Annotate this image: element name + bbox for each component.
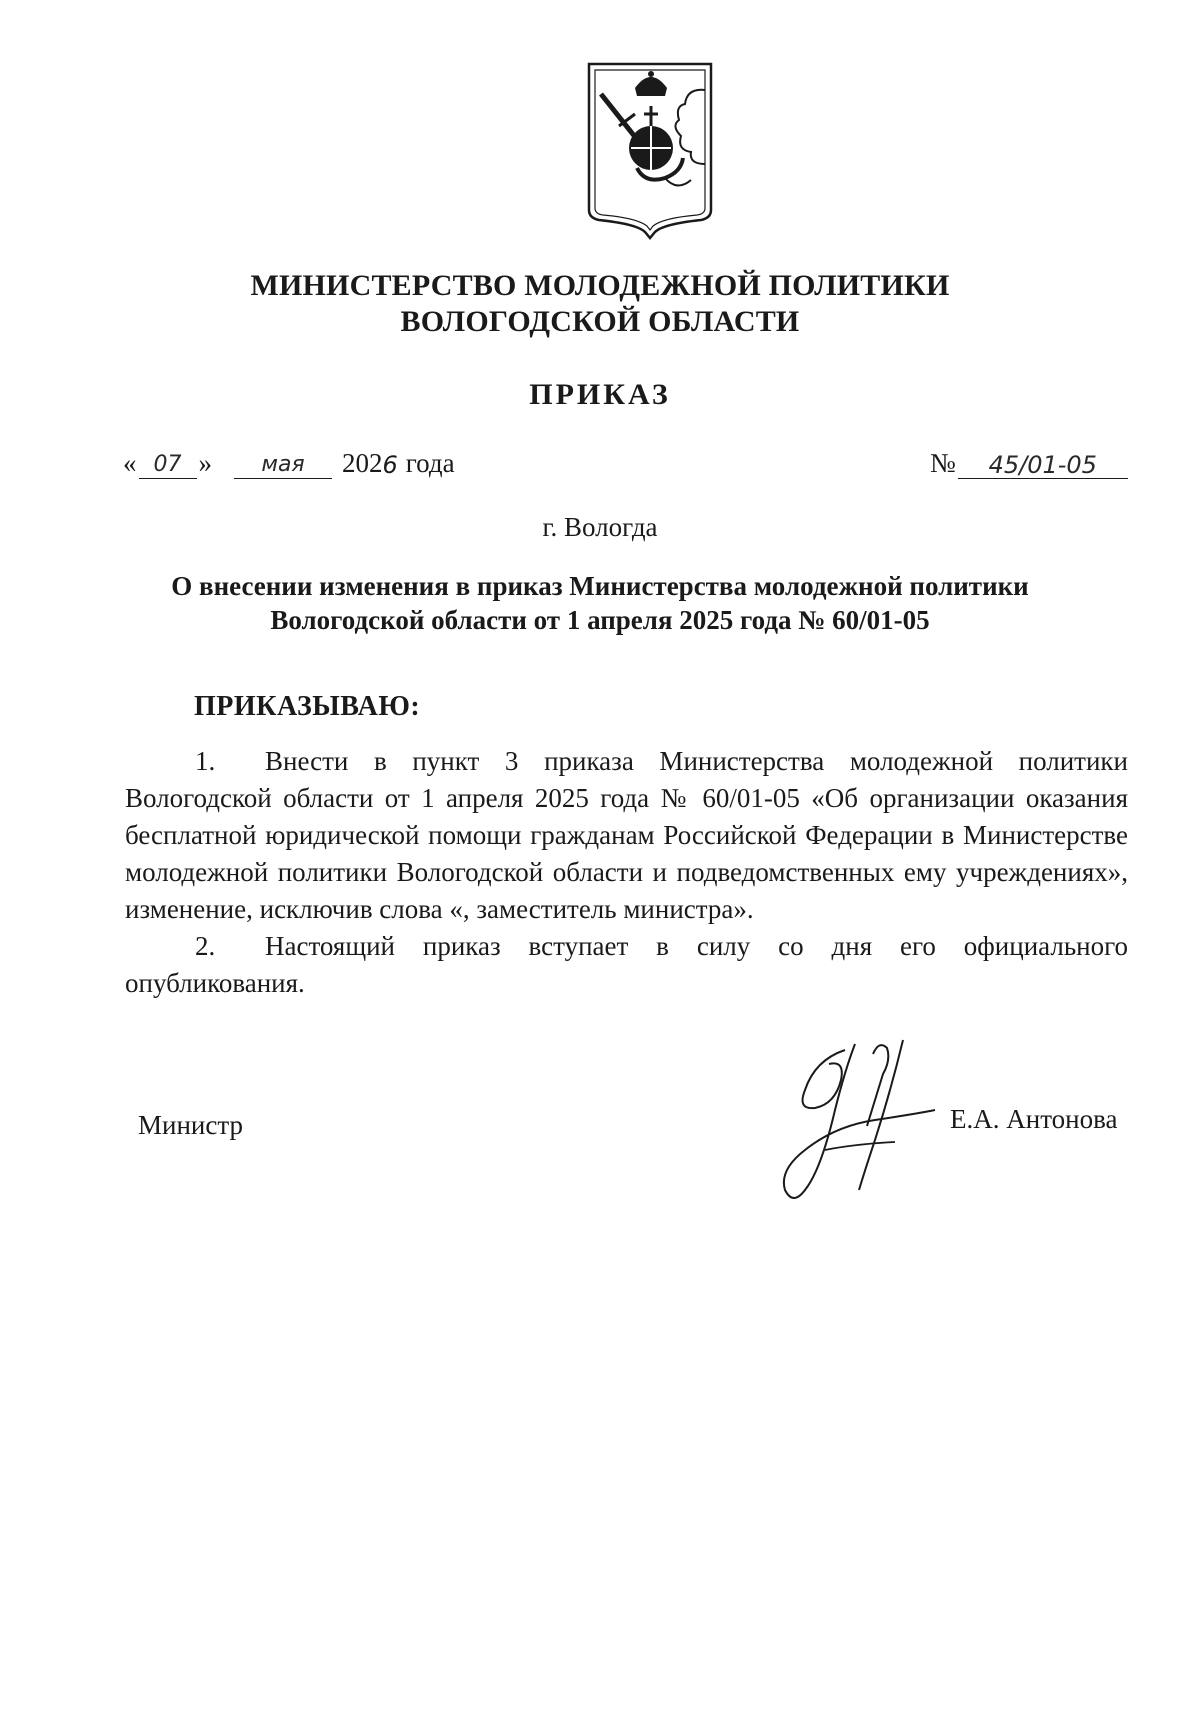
date-year-suffix: 6 <box>382 451 398 479</box>
order-item <box>125 928 1128 1002</box>
city: г. Вологда <box>542 512 658 542</box>
date-year-prefix: 202 <box>342 448 383 478</box>
date-day: 07 <box>139 452 197 479</box>
date-open-quote: « <box>123 448 137 478</box>
subject-line2: Вологодской области от 1 апреля 2025 года № 60/01-05 <box>270 605 930 635</box>
date-close-quote: » <box>198 448 212 478</box>
order-item-number: 2. <box>195 931 216 961</box>
order-item-text: Внести в пункт 3 приказа Министерства молодежной политики Вологодской области от 1 апреля 2025 года № 60/01-05 «Об организации оказания бесплатной юридической помощи гражданам Российской Федерации в Министерстве молодежной политики Вологодской области и подведомственных ему учреждениях», изменение, исключив слова «, заместитель министра». <box>125 746 1128 924</box>
document-type: ПРИКАЗ <box>529 378 671 411</box>
subject-line1: О внесении изменения в приказ Министерства молодежной политики <box>171 571 1029 601</box>
coat-of-arms-icon <box>585 60 715 240</box>
handwritten-signature-icon <box>775 1030 975 1230</box>
order-item-number: 1. <box>195 746 216 776</box>
order-date <box>123 448 455 479</box>
order-body <box>125 743 1128 1002</box>
order-item <box>125 743 1128 928</box>
ministry-name-line1: МИНИСТЕРСТВО МОЛОДЕЖНОЙ ПОЛИТИКИ <box>250 269 950 302</box>
signer-name: Е.А. Антонова <box>950 1104 1118 1134</box>
order-item-text: Настоящий приказ вступает в силу со дня его официального опубликования. <box>125 931 1128 998</box>
ministry-name-line2: ВОЛОГОДСКОЙ ОБЛАСТИ <box>400 305 800 338</box>
signer-position: Министр <box>138 1110 243 1140</box>
order-number <box>930 448 1128 479</box>
date-month: мая <box>234 452 332 479</box>
order-directive: ПРИКАЗЫВАЮ: <box>194 691 421 722</box>
date-year-word: года <box>405 448 455 478</box>
number-value: 45/01-05 <box>958 452 1128 479</box>
number-sign: № <box>930 448 956 478</box>
order-subject <box>0 569 1200 637</box>
ministry-name <box>0 268 1200 340</box>
